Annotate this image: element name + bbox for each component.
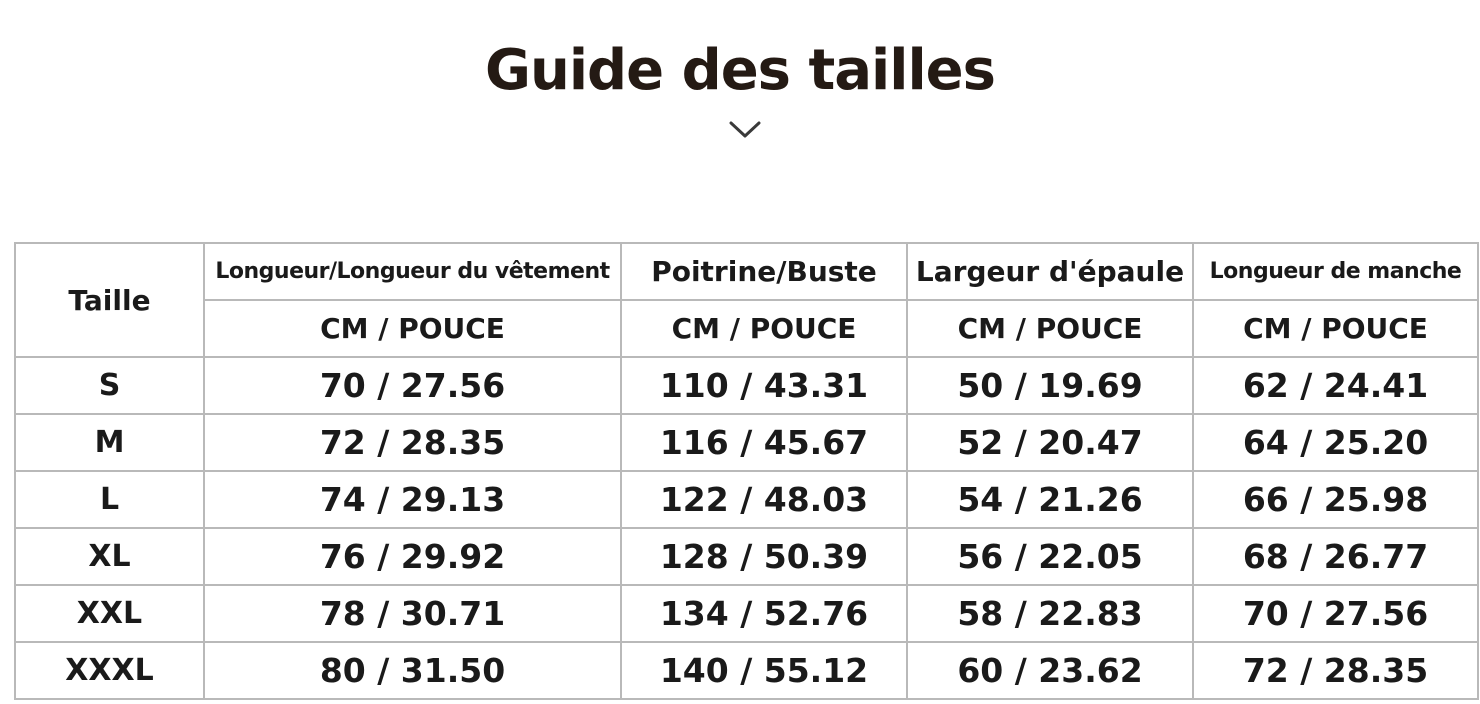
table-cell: 128 / 50.39	[621, 528, 907, 585]
table-cell: 56 / 22.05	[907, 528, 1193, 585]
table-cell: 116 / 45.67	[621, 414, 907, 471]
unit-label: CM / POUCE	[204, 300, 621, 357]
table-cell: 64 / 25.20	[1193, 414, 1478, 471]
table-row	[15, 585, 1478, 642]
unit-label: CM / POUCE	[1193, 300, 1478, 357]
table-row	[15, 642, 1478, 699]
size-column-header: Taille	[15, 243, 204, 357]
table-cell: 110 / 43.31	[621, 357, 907, 414]
size-label: XL	[15, 528, 204, 585]
table-cell: 140 / 55.12	[621, 642, 907, 699]
size-label: L	[15, 471, 204, 528]
unit-label: CM / POUCE	[907, 300, 1193, 357]
table-header-row	[15, 243, 1478, 300]
page-title: Guide des tailles	[485, 38, 995, 103]
table-cell: 76 / 29.92	[204, 528, 621, 585]
size-label: S	[15, 357, 204, 414]
table-cell: 134 / 52.76	[621, 585, 907, 642]
table-unit-row	[15, 300, 1478, 357]
table-cell: 60 / 23.62	[907, 642, 1193, 699]
table-cell: 62 / 24.41	[1193, 357, 1478, 414]
size-chart-table	[14, 242, 1479, 700]
table-row	[15, 528, 1478, 585]
column-header-shoulder: Largeur d'épaule	[907, 243, 1193, 300]
table-cell: 72 / 28.35	[204, 414, 621, 471]
table-cell: 80 / 31.50	[204, 642, 621, 699]
column-header-chest: Poitrine/Buste	[621, 243, 907, 300]
table-row	[15, 414, 1478, 471]
table-cell: 74 / 29.13	[204, 471, 621, 528]
table-cell: 70 / 27.56	[1193, 585, 1478, 642]
table-row	[15, 471, 1478, 528]
column-header-length: Longueur/Longueur du vêtement	[204, 243, 621, 300]
size-label: M	[15, 414, 204, 471]
table-cell: 66 / 25.98	[1193, 471, 1478, 528]
size-label: XXL	[15, 585, 204, 642]
table-cell: 54 / 21.26	[907, 471, 1193, 528]
size-label: XXXL	[15, 642, 204, 699]
table-cell: 122 / 48.03	[621, 471, 907, 528]
table-cell: 50 / 19.69	[907, 357, 1193, 414]
unit-label: CM / POUCE	[621, 300, 907, 357]
table-cell: 72 / 28.35	[1193, 642, 1478, 699]
table-cell: 78 / 30.71	[204, 585, 621, 642]
column-header-sleeve: Longueur de manche	[1193, 243, 1478, 300]
table-cell: 68 / 26.77	[1193, 528, 1478, 585]
table-row	[15, 357, 1478, 414]
table-cell: 70 / 27.56	[204, 357, 621, 414]
table-cell: 58 / 22.83	[907, 585, 1193, 642]
table-cell: 52 / 20.47	[907, 414, 1193, 471]
chevron-down-icon	[728, 118, 762, 140]
